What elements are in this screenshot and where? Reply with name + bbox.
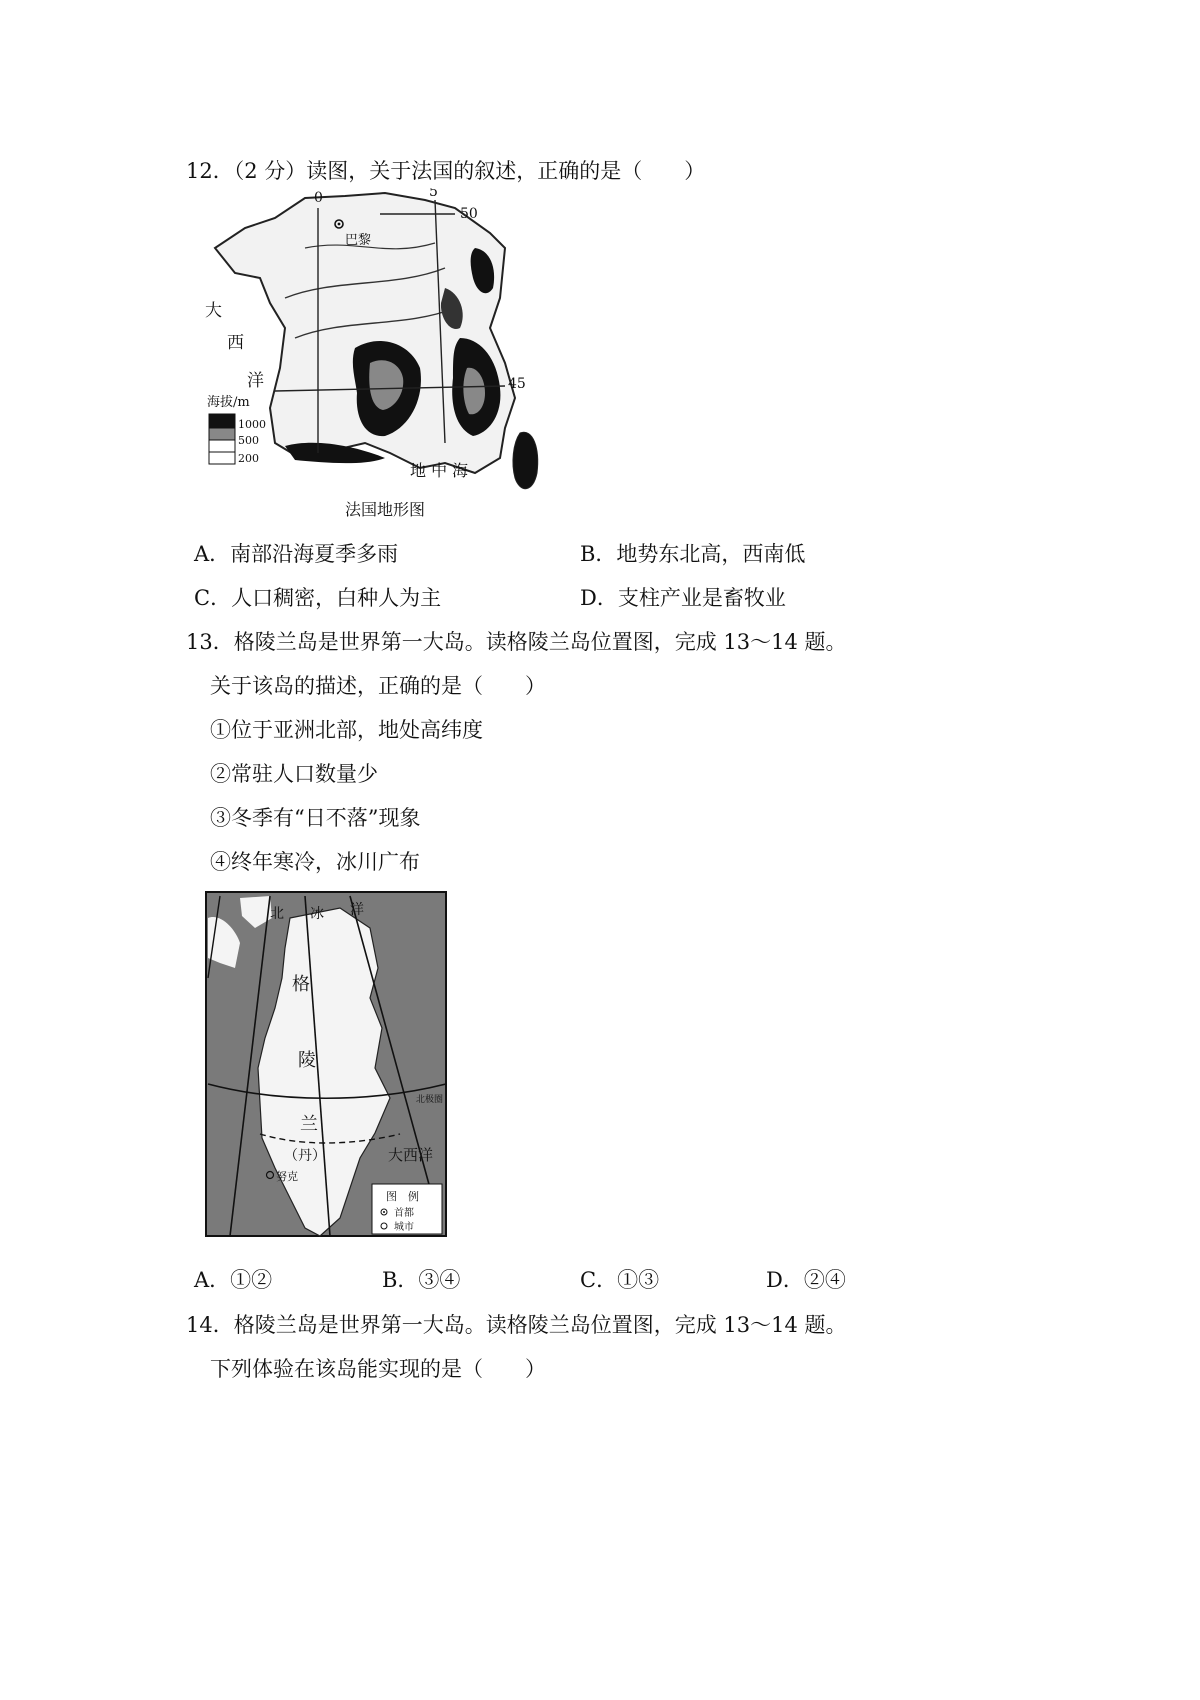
elevation-legend xyxy=(207,394,266,465)
q13-statement-4: ④终年寒冷，冰川广布 xyxy=(210,850,420,874)
q12-stem: 12．（2 分）读图，关于法国的叙述，正确的是（ ） xyxy=(186,159,706,183)
legend-city: 城市 xyxy=(394,1222,414,1233)
city-paris-label: 巴黎 xyxy=(345,233,372,248)
top-label-2: 冰 xyxy=(310,906,324,922)
q12-option-c: C．人口稠密，白种人为主 xyxy=(194,586,442,610)
q12-option-d: D．支柱产业是畜牧业 xyxy=(580,586,786,610)
legend-value-500: 500 xyxy=(238,434,259,447)
lat-label-45: 45 xyxy=(508,376,526,392)
q12-option-b: B．地势东北高，西南低 xyxy=(580,542,806,566)
top-label-3: 洋 xyxy=(350,902,364,918)
q13-statement-1: ①位于亚洲北部，地处高纬度 xyxy=(210,718,483,742)
ocean-label-2: 西 xyxy=(227,333,244,353)
q12-option-a: A．南部沿海夏季多雨 xyxy=(194,542,399,566)
q13-sub: 关于该岛的描述，正确的是（ ） xyxy=(210,674,546,698)
lon-label-5: 5 xyxy=(429,188,438,200)
island-char-3: 兰 xyxy=(300,1114,318,1135)
island-char-4: （丹） xyxy=(284,1148,326,1164)
lat-label-50: 50 xyxy=(460,206,478,222)
q13-option-d: D．②④ xyxy=(766,1268,846,1292)
france-terrain-map xyxy=(205,188,565,532)
top-label-1: 北 xyxy=(270,906,284,922)
ocean-label-1: 大 xyxy=(205,301,222,321)
q13-statement-3: ③冬季有“日不落”现象 xyxy=(210,806,421,830)
island-char-1: 格 xyxy=(292,974,310,995)
legend-capital: 首都 xyxy=(394,1208,414,1219)
greenland-location-map xyxy=(200,888,450,1244)
q13-option-c: C．①③ xyxy=(580,1268,660,1292)
corsica xyxy=(513,432,538,488)
q14-stem: 14．格陵兰岛是世界第一大岛。读格陵兰岛位置图，完成 13～14 题。 xyxy=(186,1313,847,1337)
q13-option-a: A．①② xyxy=(194,1268,273,1292)
q14-sub: 下列体验在该岛能实现的是（ ） xyxy=(210,1357,546,1381)
legend-title: 图 例 xyxy=(386,1190,419,1203)
arctic-circle-label: 北极圈 xyxy=(416,1095,444,1105)
ocean-atlantic-label: 大西洋 xyxy=(388,1146,434,1164)
island-char-2: 陵 xyxy=(298,1050,316,1071)
map-caption: 法国地形图 xyxy=(345,500,426,519)
q13-stem: 13．格陵兰岛是世界第一大岛。读格陵兰岛位置图，完成 13～14 题。 xyxy=(186,630,847,654)
sea-label: 地 中 海 xyxy=(410,461,469,480)
lon-label-0: 0 xyxy=(314,190,323,206)
ocean-label-3: 洋 xyxy=(247,371,264,391)
legend-value-200: 200 xyxy=(238,452,259,465)
q13-option-b: B．③④ xyxy=(382,1268,461,1292)
city-nuuk-label: 努克 xyxy=(276,1170,298,1183)
greenland-legend xyxy=(372,1184,442,1234)
q13-statement-2: ②常驻人口数量少 xyxy=(210,762,378,786)
legend-title: 海拔/m xyxy=(207,395,250,410)
legend-value-1000: 1000 xyxy=(238,418,266,431)
